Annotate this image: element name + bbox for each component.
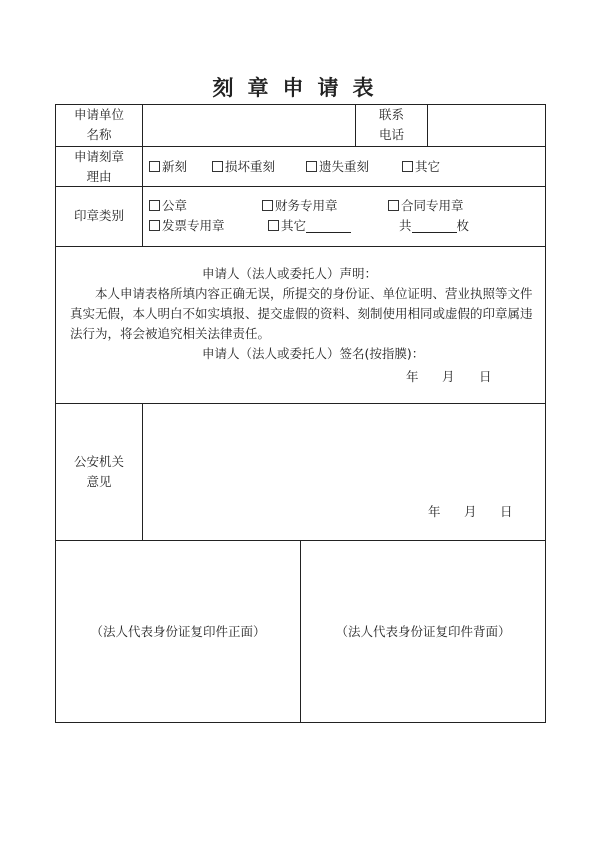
reason-option-damaged[interactable]: 损坏重刻 [212,157,275,177]
checkbox[interactable] [149,161,160,172]
checkbox[interactable] [149,220,160,231]
seal-option-invoice[interactable]: 发票专用章 [149,216,225,236]
declaration-date-day: 日 [479,369,492,384]
row-divider [55,246,546,247]
reason-option-new[interactable]: 新刻 [149,157,187,177]
police-opinion-label: 公安机关 意见 [73,454,124,489]
checkbox[interactable] [388,200,399,211]
seal-count-blank[interactable] [412,218,457,233]
table-border-right [545,104,546,723]
checkbox[interactable] [306,161,317,172]
police-date-month: 月 [464,504,477,519]
seal-count: 共 枚 [399,218,470,233]
police-date-day: 日 [500,504,513,519]
applicant-unit-field[interactable] [143,105,355,146]
declaration-signature: 申请人（法人或委托人）签名(按指膜)： [202,346,425,361]
id-copy-front: （法人代表身份证复印件正面） [90,624,266,639]
police-opinion-field[interactable] [143,404,545,540]
declaration-heading: 申请人（法人或委托人）声明： [202,266,378,281]
reason-option-other[interactable]: 其它 [402,157,440,177]
id-copy-back: （法人代表身份证复印件背面） [335,624,511,639]
seal-option-other[interactable]: 其它 [268,216,351,236]
seal-option-contract[interactable]: 合同专用章 [388,196,464,216]
police-date-year: 年 [428,504,441,519]
seal-option-finance[interactable]: 财务专用章 [262,196,338,216]
table-border-bottom [55,722,546,723]
other-seal-blank[interactable] [306,218,351,233]
contact-phone-label: 联系 电话 [378,107,404,142]
declaration-date-year: 年 [406,369,419,384]
checkbox[interactable] [212,161,223,172]
checkbox[interactable] [262,200,273,211]
declaration-date-month: 月 [442,369,455,384]
reason-option-lost[interactable]: 遗失重刻 [306,157,369,177]
seal-option-official[interactable]: 公章 [149,196,187,216]
checkbox[interactable] [268,220,279,231]
seal-type-label: 印章类别 [73,208,124,223]
checkbox[interactable] [402,161,413,172]
form-title: 刻章申请表 [212,75,388,100]
reason-label: 申请刻章 理由 [73,149,124,184]
contact-phone-field[interactable] [428,105,545,146]
declaration-body: 本人申请表格所填内容正确无误，所提交的身份证、单位证明、营业执照等文件真实无假，本人明白不如实填报、提交虚假的资料、刻制使用相同或虚假的印章属违法行为，将会被追究相关法律责任。 [70,286,533,341]
checkbox[interactable] [149,200,160,211]
applicant-unit-label: 申请单位 名称 [73,107,124,142]
